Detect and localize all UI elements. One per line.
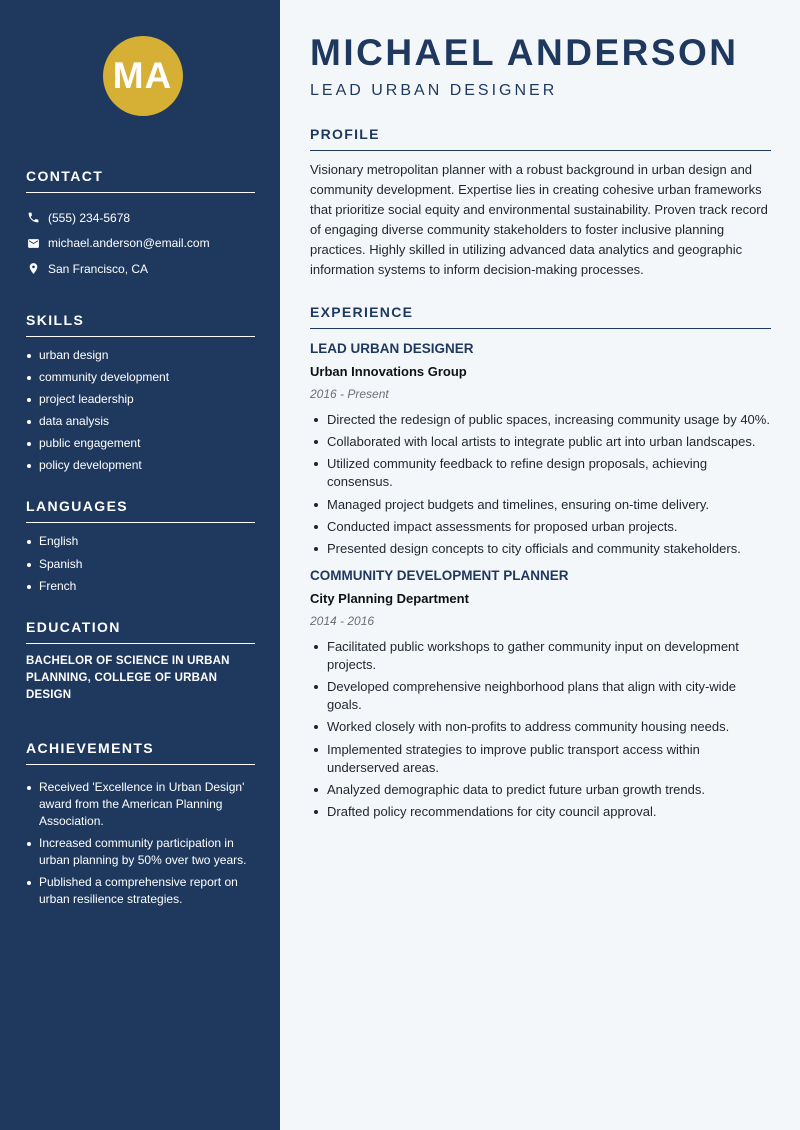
languages-list [26, 533, 255, 594]
achievements-section [26, 740, 255, 908]
education-section [26, 619, 255, 704]
responsibility-item: Conducted impact assessments for proposed urban projects. [310, 518, 771, 536]
responsibility-item: Developed comprehensive neighborhood plans that align with city-wide goals. [310, 678, 771, 714]
job-entry [310, 568, 771, 821]
job-company: Urban Innovations Group [310, 364, 467, 379]
phone-icon [26, 211, 40, 225]
contact-phone-text: (555) 234-5678 [48, 210, 131, 225]
achievements-list [26, 779, 255, 908]
achievements-heading: ACHIEVEMENTS [26, 740, 255, 765]
responsibility-item: Collaborated with local artists to integrate public art into urban landscapes. [310, 433, 771, 451]
skill-item: policy development [26, 457, 255, 474]
skills-section [26, 312, 255, 475]
candidate-title: LEAD URBAN DESIGNER [310, 82, 558, 99]
job-entry [310, 341, 771, 558]
experience-section [310, 304, 771, 821]
responsibility-item: Presented design concepts to city officials and community stakeholders. [310, 540, 771, 558]
education-heading: EDUCATION [26, 619, 255, 644]
skill-item: urban design [26, 347, 255, 364]
email-icon [26, 236, 40, 250]
main-content [280, 0, 800, 1130]
contact-email-text: michael.anderson@email.com [48, 236, 210, 251]
job-company: City Planning Department [310, 590, 469, 606]
language-item: French [26, 578, 255, 595]
responsibility-item: Analyzed demographic data to predict future urban growth trends. [310, 781, 771, 799]
sidebar [0, 0, 280, 1130]
contact-item-phone [26, 205, 255, 231]
profile-text: Visionary metropolitan planner with a robust background in urban design and community development. Expertise lies in creating cohesive urban frameworks that prioritize social equity and environmental sustainability. Proven track record of engaging diverse community stakeholders to foster inclusive planning practices. Highly skilled in utilizing advanced data analytics and geographic information systems to inform decision-making processes. [310, 162, 768, 277]
achievement-item: Published a comprehensive report on urban resilience strategies. [26, 874, 255, 908]
responsibility-item: Worked closely with non-profits to address community housing needs. [310, 718, 771, 736]
skills-list [26, 347, 255, 475]
contact-section [26, 168, 255, 282]
skill-item: community development [26, 369, 255, 386]
responsibility-item: Implemented strategies to improve public transport access within underserved areas. [310, 741, 771, 777]
job-dates: 2014 - 2016 [310, 613, 375, 628]
location-pin-icon [26, 262, 40, 276]
skill-item: data analysis [26, 413, 255, 430]
profile-heading: PROFILE [310, 126, 771, 151]
experience-heading: EXPERIENCE [310, 304, 771, 329]
candidate-name: MICHAEL ANDERSON [310, 32, 739, 73]
contact-item-email [26, 231, 255, 257]
responsibility-item: Facilitated public workshops to gather community input on development projects. [310, 638, 771, 674]
achievement-item: Increased community participation in urban planning by 50% over two years. [26, 835, 255, 869]
contact-location-text: San Francisco, CA [48, 261, 149, 276]
languages-section [26, 498, 255, 594]
responsibility-item: Directed the redesign of public spaces, increasing community usage by 40%. [310, 411, 771, 429]
profile-section [310, 126, 771, 280]
skill-item: public engagement [26, 435, 255, 452]
job-title: LEAD URBAN DESIGNER [310, 341, 474, 356]
achievement-item: Received 'Excellence in Urban Design' award from the American Planning Association. [26, 779, 255, 830]
job-responsibilities [310, 411, 771, 558]
language-item: English [26, 533, 255, 550]
skills-heading: SKILLS [26, 312, 255, 337]
language-item: Spanish [26, 556, 255, 573]
languages-heading: LANGUAGES [26, 498, 255, 523]
avatar: MA [103, 36, 183, 116]
contact-heading: CONTACT [26, 168, 255, 193]
contact-item-location [26, 256, 255, 282]
responsibility-item: Managed project budgets and timelines, ensuring on-time delivery. [310, 496, 771, 514]
skill-item: project leadership [26, 391, 255, 408]
education-degree: BACHELOR OF SCIENCE IN URBAN PLANNING, COLLEGE OF URBAN DESIGN [26, 654, 230, 701]
job-responsibilities [310, 638, 771, 821]
job-dates: 2016 - Present [310, 387, 389, 401]
job-title: COMMUNITY DEVELOPMENT PLANNER [310, 567, 569, 583]
responsibility-item: Utilized community feedback to refine design proposals, achieving consensus. [310, 455, 771, 491]
responsibility-item: Drafted policy recommendations for city council approval. [310, 803, 771, 821]
contact-list [26, 205, 255, 282]
